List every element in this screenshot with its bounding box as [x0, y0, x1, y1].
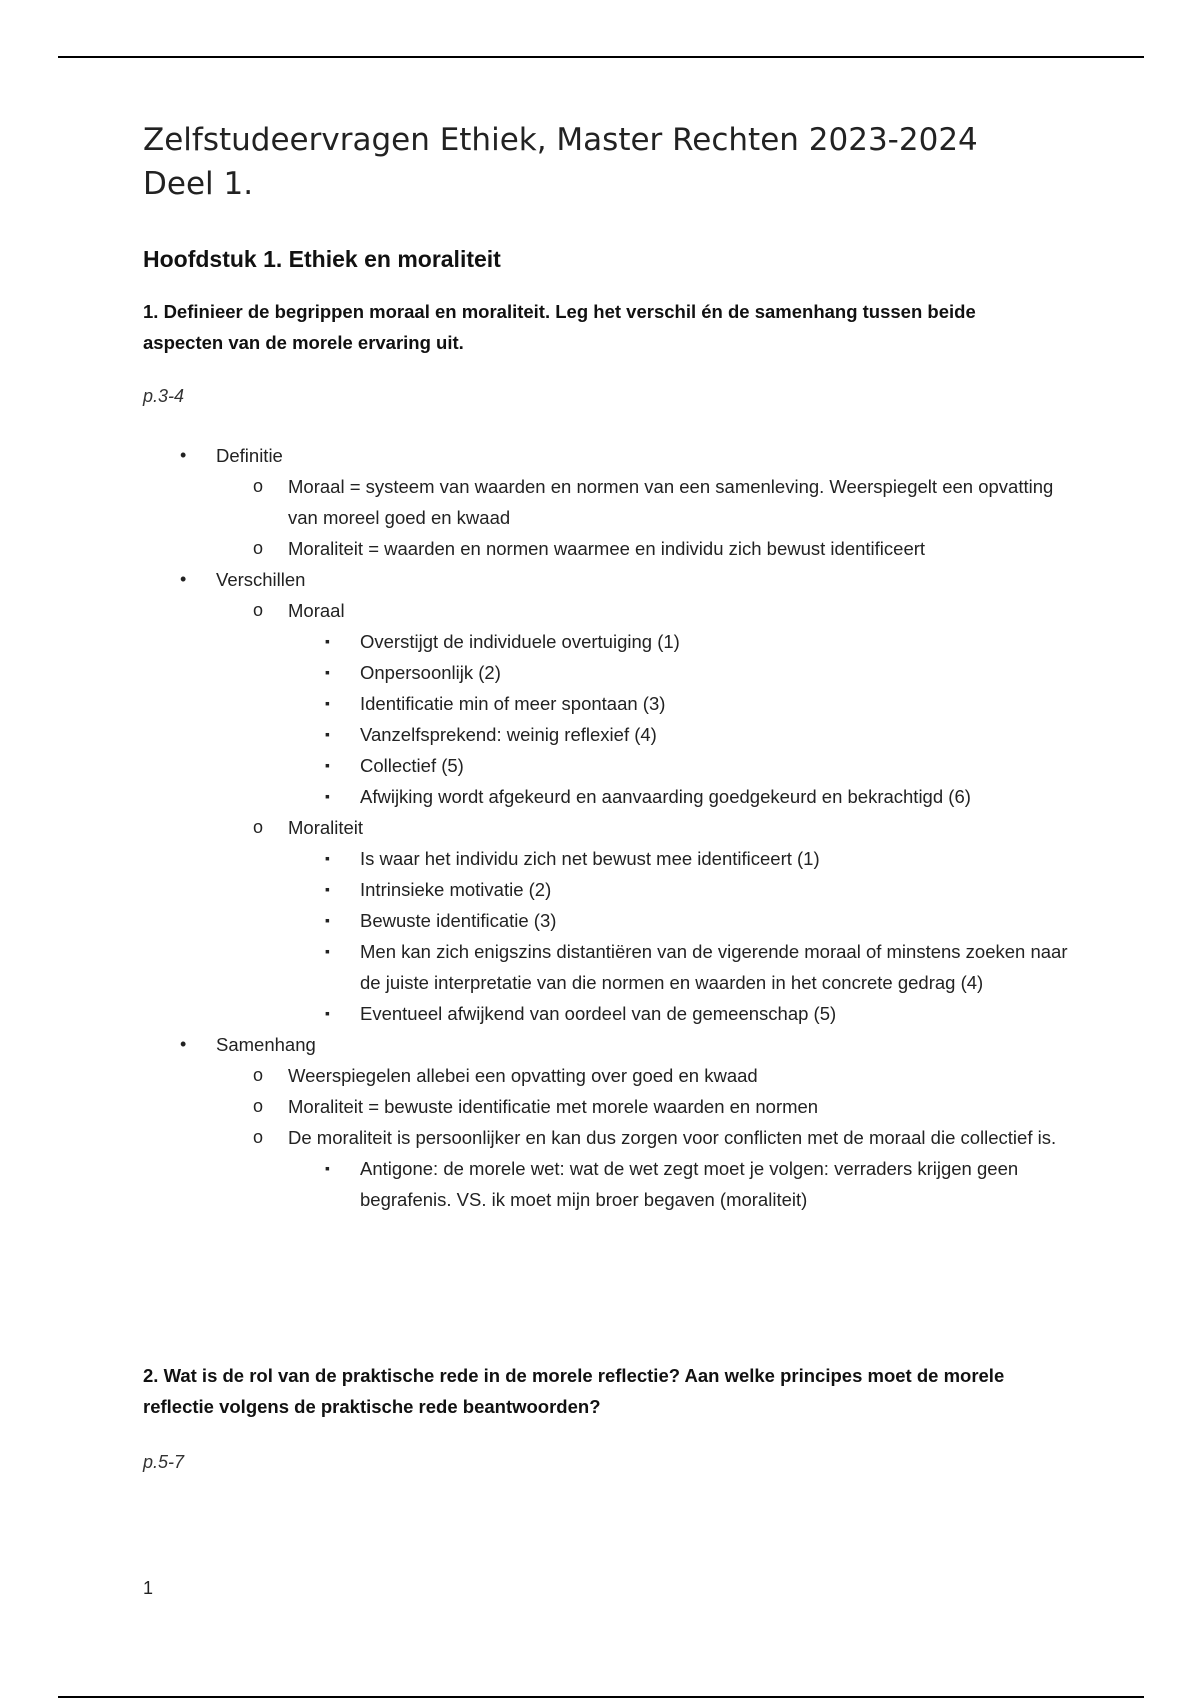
title-line-1: Zelfstudeervragen Ethiek, Master Rechten 2023-2024 — [143, 122, 978, 158]
question-2 — [143, 1360, 1073, 1422]
question-1 — [143, 296, 1073, 358]
list-item — [143, 719, 1073, 750]
bullet-marker: • — [180, 569, 187, 589]
bullet-marker: • — [180, 445, 187, 465]
answer-outline — [143, 440, 1073, 1215]
question-2-page-ref: p.5-7 — [143, 1452, 185, 1472]
question-2-line-2: reflectie volgens de praktische rede beantwoorden? — [143, 1396, 601, 1417]
list-item-text: Identificatie min of meer spontaan (3) — [360, 693, 666, 714]
list-item-text: Collectief (5) — [360, 755, 464, 776]
document-title — [143, 118, 1073, 206]
list-item — [143, 564, 1073, 595]
list-item — [143, 750, 1073, 781]
list-item — [143, 781, 1073, 812]
list-item — [143, 626, 1073, 657]
title-line-2: Deel 1. — [143, 166, 254, 202]
list-item-text: Moraliteit — [288, 817, 364, 838]
list-item — [143, 1122, 1073, 1153]
list-item — [143, 595, 1073, 626]
square-marker: ▪ — [325, 912, 330, 928]
square-marker: ▪ — [325, 633, 330, 649]
question-1-line-1: 1. Definieer de begrippen moraal en moraliteit. Leg het verschil én de samenhang tussen beide — [143, 301, 976, 322]
square-marker: ▪ — [325, 881, 330, 897]
square-marker: ▪ — [325, 726, 330, 742]
page-number: 1 — [143, 1578, 154, 1598]
square-marker: ▪ — [325, 850, 330, 866]
question-1-line-2: aspecten van de morele ervaring uit. — [143, 332, 464, 353]
list-item — [143, 657, 1073, 688]
circle-marker: o — [253, 476, 264, 496]
list-item — [143, 1153, 1073, 1215]
square-marker: ▪ — [325, 757, 330, 773]
list-item-text: Onpersoonlijk (2) — [360, 662, 501, 683]
list-item — [143, 812, 1073, 843]
list-item-text: Vanzelfsprekend: weinig reflexief (4) — [360, 724, 657, 745]
list-item-text: Moraliteit = waarden en normen waarmee en individu zich bewust identificeert — [288, 538, 926, 559]
list-item — [143, 874, 1073, 905]
circle-marker: o — [253, 817, 264, 837]
list-item-text: Definitie — [216, 445, 283, 466]
list-item-text: Men kan zich enigszins distantiëren van de vigerende moraal of minstens zoeken naar de juiste interpretatie van die normen en waarden in het concrete gedrag (4) — [360, 941, 1068, 993]
list-item-text: Intrinsieke motivatie (2) — [360, 879, 552, 900]
list-item-text: Afwijking wordt afgekeurd en aanvaarding goedgekeurd en bekrachtigd (6) — [360, 786, 971, 807]
bullet-marker: • — [180, 1034, 187, 1054]
list-item-text: Samenhang — [216, 1034, 316, 1055]
list-item-text: Bewuste identificatie (3) — [360, 910, 557, 931]
square-marker: ▪ — [325, 788, 330, 804]
circle-marker: o — [253, 600, 264, 620]
square-marker: ▪ — [325, 943, 330, 959]
question-1-page-ref: p.3-4 — [143, 386, 185, 406]
circle-marker: o — [253, 1127, 264, 1147]
list-item — [143, 936, 1073, 998]
list-item-text: Moraliteit = bewuste identificatie met morele waarden en normen — [288, 1096, 819, 1117]
footer-rule — [58, 1696, 1144, 1698]
list-item-text: Moraal — [288, 600, 345, 621]
circle-marker: o — [253, 1065, 264, 1085]
question-2-line-1: 2. Wat is de rol van de praktische rede in de morele reflectie? Aan welke principes moet de morele — [143, 1365, 1005, 1386]
list-item — [143, 1091, 1073, 1122]
list-item — [143, 998, 1073, 1029]
square-marker: ▪ — [325, 1160, 330, 1176]
circle-marker: o — [253, 538, 264, 558]
header-rule — [58, 56, 1144, 58]
list-item — [143, 471, 1073, 533]
document-page — [143, 118, 1073, 1472]
list-item-text: Antigone: de morele wet: wat de wet zegt moet je volgen: verraders krijgen geen begrafenis. VS. ik moet mijn broer begaven (moraliteit) — [360, 1158, 1019, 1210]
list-item — [143, 533, 1073, 564]
list-item-text: De moraliteit is persoonlijker en kan dus zorgen voor conflicten met de moraal die collectief is. — [288, 1127, 1057, 1148]
square-marker: ▪ — [325, 664, 330, 680]
list-item — [143, 1029, 1073, 1060]
list-item-text: Overstijgt de individuele overtuiging (1) — [360, 631, 680, 652]
chapter-heading: Hoofdstuk 1. Ethiek en moraliteit — [143, 246, 501, 272]
list-item-text: Eventueel afwijkend van oordeel van de gemeenschap (5) — [360, 1003, 837, 1024]
list-item-text: Verschillen — [216, 569, 306, 590]
list-item-text: Moraal = systeem van waarden en normen van een samenleving. Weerspiegelt een opvatting van moreel goed en kwaad — [288, 476, 1054, 528]
list-item-text: Weerspiegelen allebei een opvatting over goed en kwaad — [288, 1065, 758, 1086]
list-item — [143, 843, 1073, 874]
list-item-text: Is waar het individu zich net bewust mee identificeert (1) — [360, 848, 820, 869]
square-marker: ▪ — [325, 695, 330, 711]
list-item — [143, 1060, 1073, 1091]
square-marker: ▪ — [325, 1005, 330, 1021]
list-item — [143, 440, 1073, 471]
list-item — [143, 688, 1073, 719]
list-item — [143, 905, 1073, 936]
circle-marker: o — [253, 1096, 264, 1116]
